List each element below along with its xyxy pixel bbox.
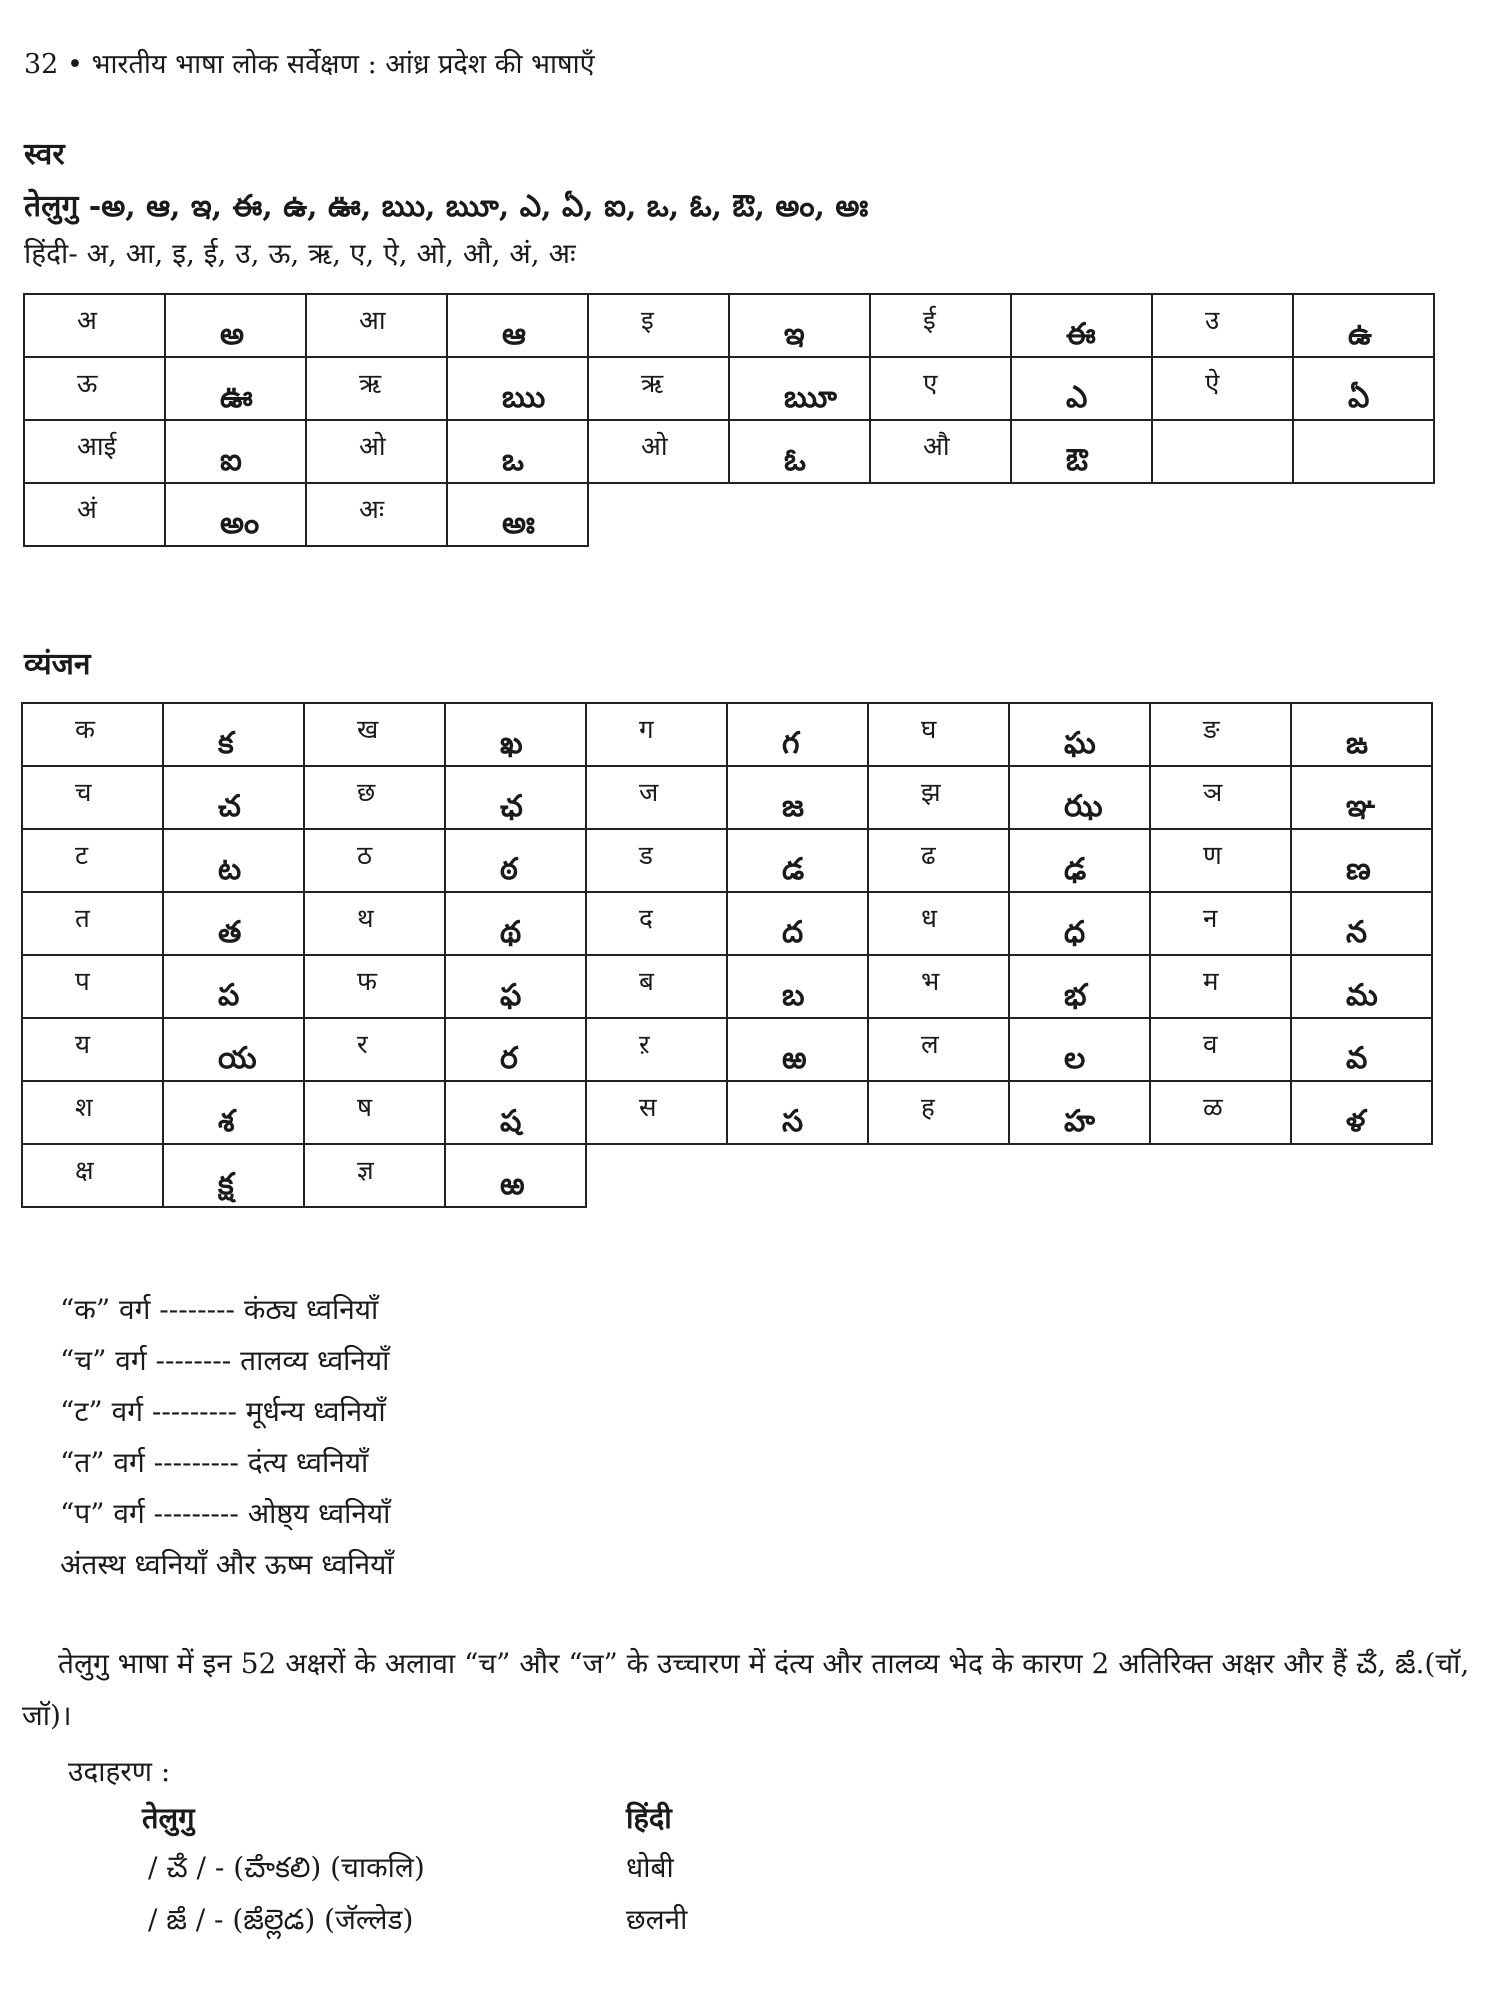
telugu-letter-cell: [445, 892, 586, 955]
consonants-heading: व्यंजन: [24, 647, 91, 682]
hindi-letter: अः: [359, 495, 385, 525]
telugu-letter: ఢ: [1064, 852, 1087, 887]
hindi-letter: ऊ: [77, 369, 98, 399]
hindi-letter: क्ष: [75, 1156, 94, 1186]
hindi-letter: व: [1203, 1030, 1218, 1060]
hindi-letter-cell: [304, 892, 445, 955]
hindi-letter: ख: [357, 715, 379, 745]
hindi-letter-cell: [1150, 892, 1291, 955]
telugu-letter-cell: [163, 1081, 304, 1144]
telugu-letter: థ: [500, 915, 522, 950]
telugu-letter-cell: [445, 766, 586, 829]
telugu-letter-cell: [1009, 955, 1150, 1018]
telugu-letter: చ: [218, 789, 241, 824]
telugu-letter-cell: [1291, 766, 1432, 829]
telugu-letter-cell: [1009, 703, 1150, 766]
telugu-letter: ౠ: [784, 380, 837, 415]
hindi-letter-cell: [586, 766, 727, 829]
hindi-letter-cell: [304, 955, 445, 1018]
telugu-letter-cell: [1291, 829, 1432, 892]
hindi-letter-cell: [868, 829, 1009, 892]
hindi-letter: इ: [641, 306, 654, 336]
hindi-letter: झ: [921, 778, 941, 808]
table-row: [22, 829, 1432, 892]
telugu-letter-cell: [1291, 892, 1432, 955]
telugu-letter: య: [218, 1041, 257, 1076]
consonant-table: [21, 702, 1433, 1208]
hindi-letter-cell: [870, 420, 1011, 483]
hindi-letter: च: [75, 778, 92, 808]
telugu-letter-cell: [447, 420, 588, 483]
hindi-letter-cell: [1150, 955, 1291, 1018]
hindi-letter-cell: [868, 703, 1009, 766]
hindi-letter-cell: [586, 1081, 727, 1144]
hindi-letter-cell: [306, 294, 447, 357]
hindi-letter: क: [75, 715, 95, 745]
hindi-letter: ञ: [1203, 778, 1223, 808]
telugu-letter-cell: [445, 703, 586, 766]
hindi-letter-cell: [868, 955, 1009, 1018]
hindi-letter-cell: [22, 703, 163, 766]
hindi-letter-cell: [586, 703, 727, 766]
example-meaning: धोबी: [626, 1851, 674, 1884]
hindi-letter: ण: [1203, 841, 1222, 871]
telugu-letter-cell: [163, 829, 304, 892]
hindi-letter: र: [357, 1030, 368, 1060]
hindi-letter-cell: [22, 1081, 163, 1144]
table-row: [22, 1018, 1432, 1081]
telugu-letter: బ: [782, 978, 805, 1013]
table-row: [24, 294, 1434, 357]
telugu-letter: భ: [1064, 978, 1087, 1013]
telugu-letter: శ: [218, 1104, 235, 1139]
telugu-letter: ఉ: [1348, 317, 1372, 352]
telugu-letter-cell: [447, 294, 588, 357]
telugu-letter-cell: [445, 955, 586, 1018]
telugu-letter-cell: [1009, 1018, 1150, 1081]
hindi-letter: ओ: [359, 432, 386, 462]
hindi-letter-cell: [868, 892, 1009, 955]
telugu-letter: ఆ: [502, 317, 526, 352]
telugu-letter: ఛ: [500, 789, 523, 824]
class-line: “प” वर्ग --------- ओष्ठ्य ध्वनियाँ: [60, 1497, 391, 1530]
hindi-letter-cell: [24, 483, 165, 546]
telugu-letter: జ: [782, 789, 804, 824]
hindi-letter-cell: [1150, 1081, 1291, 1144]
telugu-letter-cell: [445, 1144, 586, 1207]
hindi-letter: औ: [923, 432, 950, 462]
telugu-letter-cell: [165, 483, 306, 546]
telugu-letter-cell: [165, 420, 306, 483]
telugu-letter: వ: [1346, 1041, 1368, 1076]
hindi-letter-cell: [22, 1018, 163, 1081]
telugu-letter-cell: [729, 420, 870, 483]
vowel-table: [23, 293, 1435, 547]
hindi-letter: आ: [359, 306, 386, 336]
hindi-letter: ष: [357, 1093, 373, 1123]
hindi-letter-cell: [1150, 703, 1291, 766]
examples-telugu-header: तेलुगु: [142, 1801, 195, 1835]
hindi-letter-cell: [22, 892, 163, 955]
hindi-letter: ज्ञ: [357, 1156, 374, 1186]
telugu-letter: అ: [220, 317, 244, 352]
hindi-letter-cell: [22, 1144, 163, 1207]
telugu-letter: ఎ: [1066, 380, 1088, 415]
telugu-letter: ళ: [1346, 1104, 1366, 1139]
hindi-letter-cell: [24, 294, 165, 357]
hindi-letter-cell: [1152, 420, 1293, 483]
telugu-letter-cell: [163, 766, 304, 829]
telugu-letter: ఱ: [500, 1167, 525, 1202]
hindi-letter: म: [1203, 967, 1219, 997]
telugu-letter-cell: [163, 1144, 304, 1207]
telugu-letter-cell: [1009, 829, 1150, 892]
class-line: “त” वर्ग --------- दंत्य ध्वनियाँ: [60, 1446, 369, 1479]
hindi-letter: ठ: [357, 841, 373, 871]
telugu-letter: క్ష: [218, 1167, 234, 1202]
hindi-letter: छ: [357, 778, 376, 808]
hindi-letter: स: [639, 1093, 657, 1123]
hindi-letter: आई: [77, 432, 117, 462]
hindi-letter: थ: [357, 904, 374, 934]
hindi-letter-cell: [868, 766, 1009, 829]
class-line: “च” वर्ग -------- तालव्य ध्वनियाँ: [60, 1344, 390, 1377]
telugu-letter-cell: [1009, 892, 1150, 955]
telugu-letter-cell: [1011, 357, 1152, 420]
hindi-letter-cell: [24, 357, 165, 420]
hindi-letter: ळ: [1203, 1093, 1223, 1123]
hindi-letter-cell: [306, 420, 447, 483]
example-term: / ౙ / - (ౙల్లెడ) (जॅल्लेड): [148, 1903, 414, 1936]
telugu-letter: ఊ: [220, 380, 253, 415]
hindi-letter-cell: [588, 357, 729, 420]
telugu-letter-cell: [165, 294, 306, 357]
sound-class-list: [60, 1284, 394, 1590]
hindi-letter-cell: [586, 892, 727, 955]
hindi-letter: त: [75, 904, 90, 934]
telugu-letter-cell: [727, 766, 868, 829]
hindi-letter: ग: [639, 715, 654, 745]
hindi-letter: ङ: [1203, 715, 1220, 745]
hindi-letter: ए: [923, 369, 938, 399]
telugu-letter-cell: [727, 829, 868, 892]
telugu-letter: ఒ: [502, 443, 524, 478]
telugu-letter: ట: [218, 852, 242, 887]
telugu-letter: త: [218, 915, 242, 950]
table-row: [22, 1144, 1432, 1207]
hindi-letter: ड: [639, 841, 653, 871]
hindi-letter: ओ: [641, 432, 668, 462]
telugu-letter: ఈ: [1066, 317, 1096, 352]
hindi-letter: ऱ: [639, 1030, 650, 1060]
table-row: [24, 483, 1434, 546]
hindi-letter-cell: [586, 829, 727, 892]
hindi-letter: ज: [639, 778, 659, 808]
telugu-letter-cell: [445, 829, 586, 892]
telugu-letter: ఞ: [1346, 789, 1376, 824]
hindi-letter: य: [75, 1030, 91, 1060]
telugu-letter: అం: [220, 506, 260, 541]
hindi-letter: प: [75, 967, 90, 997]
hindi-letter: ऋ: [359, 369, 382, 399]
hindi-letter: उ: [1205, 306, 1220, 336]
telugu-letter-cell: [1293, 420, 1434, 483]
telugu-letter-cell: [727, 955, 868, 1018]
telugu-letter-cell: [445, 1018, 586, 1081]
hindi-letter: ध: [921, 904, 937, 934]
telugu-letter: ల: [1064, 1041, 1086, 1076]
hindi-letter-cell: [870, 294, 1011, 357]
telugu-letter: ఖ: [500, 726, 523, 761]
telugu-letter-cell: [163, 703, 304, 766]
class-line: “क” वर्ग -------- कंठ्य ध्वनियाँ: [60, 1293, 379, 1326]
hindi-letter: ऐ: [1205, 369, 1220, 399]
telugu-letter: ఋ: [502, 380, 546, 415]
hindi-letter: ऋ: [641, 369, 664, 399]
telugu-letter-cell: [1011, 294, 1152, 357]
telugu-letter: ఘ: [1064, 726, 1096, 761]
hindi-letter: ल: [921, 1030, 939, 1060]
hindi-letter: ई: [923, 306, 936, 336]
hindi-letter: अ: [77, 306, 97, 336]
telugu-letter: ప: [218, 978, 240, 1013]
hindi-letter-cell: [304, 766, 445, 829]
hindi-letter-cell: [304, 829, 445, 892]
telugu-letter-cell: [727, 892, 868, 955]
telugu-letter-cell: [729, 294, 870, 357]
hindi-letter: ट: [75, 841, 89, 871]
telugu-letter: ఙ: [1346, 726, 1368, 761]
telugu-letter: ష: [500, 1104, 522, 1139]
telugu-letter-cell: [727, 703, 868, 766]
telugu-letter-cell: [1291, 703, 1432, 766]
telugu-letter: ఝ: [1064, 789, 1103, 824]
table-row: [22, 955, 1432, 1018]
telugu-letter: ఱ: [782, 1041, 807, 1076]
example-meaning: छलनी: [626, 1903, 688, 1936]
table-row: [24, 357, 1434, 420]
header-title: • भारतीय भाषा लोक सर्वेक्षण : आंध्र प्रदेश की भाषाएँ: [66, 49, 595, 80]
hindi-letter-cell: [22, 829, 163, 892]
hindi-letter-cell: [870, 357, 1011, 420]
telugu-letter: ధ: [1064, 915, 1086, 950]
page-number: 32: [24, 49, 59, 80]
telugu-letter-cell: [165, 357, 306, 420]
hindi-letter: भ: [921, 967, 940, 997]
class-line: “ट” वर्ग --------- मूर्धन्य ध्वनियाँ: [60, 1395, 386, 1428]
hindi-letter-cell: [588, 420, 729, 483]
telugu-letter: అః: [502, 506, 535, 541]
hindi-letter-cell: [1150, 766, 1291, 829]
hindi-letter-cell: [1152, 294, 1293, 357]
telugu-vowel-line: तेलुगु -అ, ఆ, ఇ, ఈ, ఉ, ఊ, ఋ, ౠ, ఎ, ఏ, ఐ, ఒ, ఓ, ఔ, అం, అః: [24, 189, 869, 224]
table-row: [24, 420, 1434, 483]
telugu-letter: ఓ: [784, 443, 806, 478]
telugu-letter-cell: [1011, 420, 1152, 483]
hindi-letter-cell: [24, 420, 165, 483]
hindi-letter-cell: [586, 955, 727, 1018]
telugu-letter: గ: [782, 726, 800, 761]
hindi-letter-cell: [304, 1144, 445, 1207]
telugu-letter-cell: [729, 357, 870, 420]
telugu-letter-cell: [1293, 357, 1434, 420]
telugu-letter-cell: [447, 357, 588, 420]
telugu-letter: ఇ: [784, 317, 805, 352]
hindi-letter: फ: [357, 967, 378, 997]
hindi-letter-cell: [868, 1081, 1009, 1144]
telugu-letter-cell: [447, 483, 588, 546]
telugu-letter: హ: [1064, 1104, 1095, 1139]
telugu-letter: ణ: [1346, 852, 1371, 887]
hindi-letter-cell: [588, 294, 729, 357]
telugu-letter-cell: [1291, 955, 1432, 1018]
table-row: [22, 703, 1432, 766]
telugu-letter-cell: [163, 1018, 304, 1081]
table-row: [22, 892, 1432, 955]
telugu-letter: మ: [1346, 978, 1378, 1013]
hindi-letter: अं: [77, 495, 97, 525]
telugu-letter-cell: [1009, 1081, 1150, 1144]
hindi-letter-cell: [1150, 1018, 1291, 1081]
examples-label: उदाहरण :: [68, 1755, 171, 1788]
hindi-letter: न: [1203, 904, 1218, 934]
hindi-letter-cell: [1150, 829, 1291, 892]
hindi-letter-cell: [586, 1018, 727, 1081]
telugu-letter: ఔ: [1066, 443, 1088, 478]
page-header: [24, 44, 595, 81]
telugu-letter: ర: [500, 1041, 518, 1076]
hindi-letter: घ: [921, 715, 937, 745]
paragraph-text: तेलुगु भाषा में इन 52 अक्षरों के अलावा “च” और “ज” के उच्चारण में दंत्य और तालव्य भेद के कारण 2 अतिरिक्त अक्षर और हैं ౘ, ౙ.(चॉ, जॉ)।: [22, 1647, 1470, 1732]
hindi-letter-cell: [306, 483, 447, 546]
table-row: [22, 1081, 1432, 1144]
telugu-letter: డ: [782, 852, 805, 887]
body-paragraph: [22, 1638, 1482, 1742]
table-row: [22, 766, 1432, 829]
telugu-letter-cell: [1291, 1081, 1432, 1144]
hindi-letter-cell: [22, 955, 163, 1018]
hindi-letter-cell: [304, 703, 445, 766]
telugu-letter-cell: [445, 1081, 586, 1144]
telugu-letter-cell: [727, 1081, 868, 1144]
vowels-heading: स्वर: [24, 137, 65, 172]
hindi-letter-cell: [306, 357, 447, 420]
telugu-letter-cell: [1293, 294, 1434, 357]
hindi-letter: ढ: [921, 841, 936, 871]
hindi-letter-cell: [1152, 357, 1293, 420]
telugu-letter: స: [782, 1104, 804, 1139]
hindi-letter: ह: [921, 1093, 935, 1123]
hindi-letter-cell: [304, 1081, 445, 1144]
telugu-letter: ద: [782, 915, 804, 950]
hindi-letter: ब: [639, 967, 654, 997]
telugu-letter-cell: [163, 955, 304, 1018]
telugu-letter-cell: [727, 1018, 868, 1081]
telugu-letter: ఠ: [500, 852, 518, 887]
hindi-vowel-line: हिंदी- अ, आ, इ, ई, उ, ऊ, ऋ, ए, ऐ, ओ, औ, अं, अः: [24, 237, 576, 270]
telugu-letter-cell: [1291, 1018, 1432, 1081]
hindi-letter-cell: [304, 1018, 445, 1081]
examples-hindi-header: हिंदी: [626, 1801, 672, 1835]
hindi-letter: श: [75, 1093, 93, 1123]
telugu-letter: క: [218, 726, 234, 761]
hindi-letter: द: [639, 904, 653, 934]
telugu-letter: న: [1346, 915, 1368, 950]
telugu-letter: ఏ: [1348, 380, 1370, 415]
hindi-letter-cell: [868, 1018, 1009, 1081]
telugu-letter-cell: [163, 892, 304, 955]
hindi-letter-cell: [22, 766, 163, 829]
class-line: अंतस्थ ध्वनियाँ और ऊष्म ध्वनियाँ: [60, 1548, 394, 1581]
example-term: / ౘ / - (ౘాకలి) (चाकलि): [148, 1851, 425, 1884]
telugu-letter-cell: [1009, 766, 1150, 829]
telugu-letter: ఫ: [500, 978, 522, 1013]
telugu-letter: ఐ: [220, 443, 242, 478]
